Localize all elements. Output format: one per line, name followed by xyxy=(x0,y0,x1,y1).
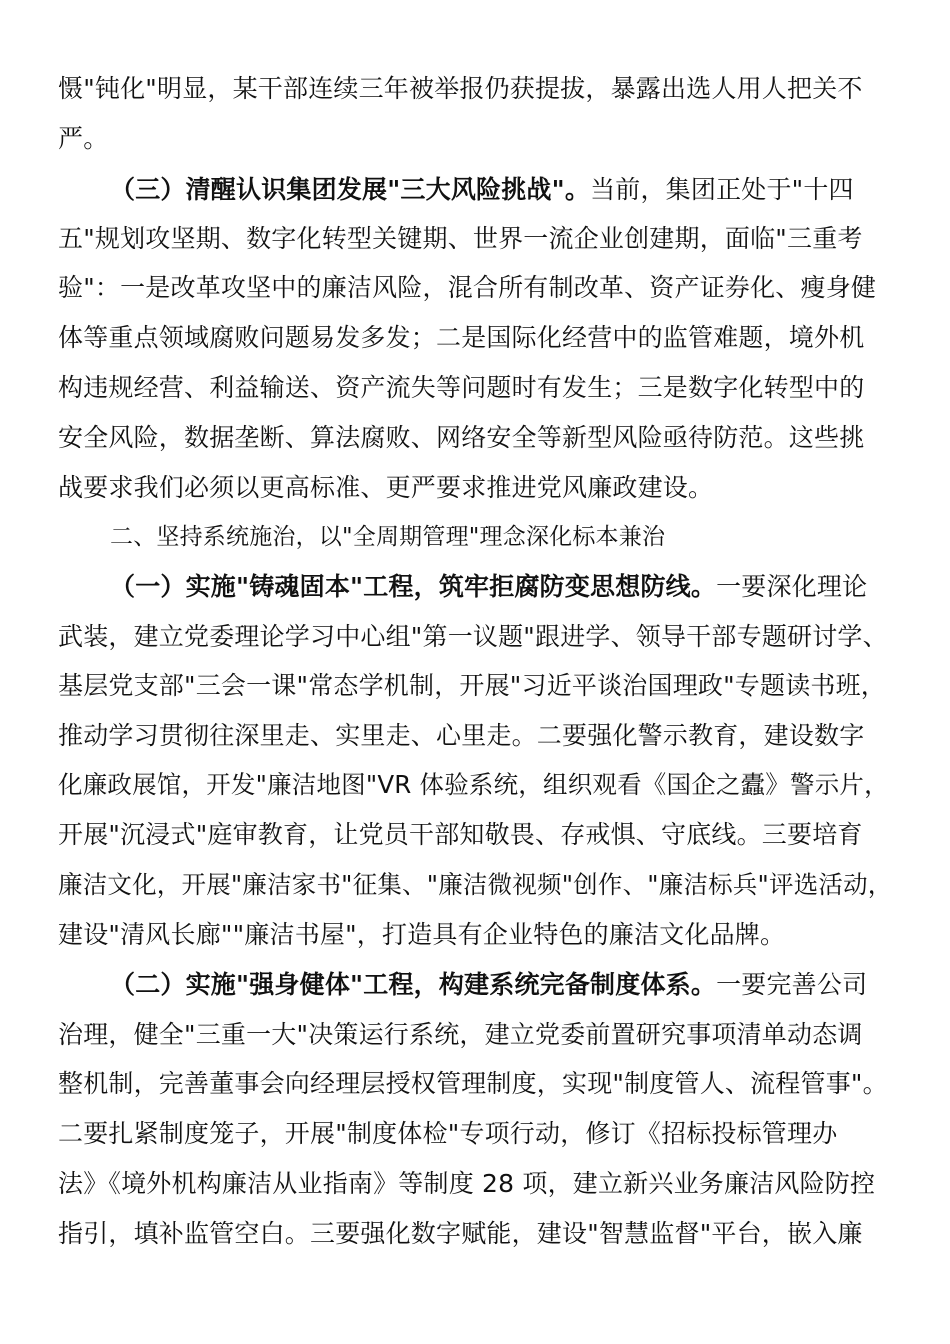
subsection-1-lead: 一要深化理论 xyxy=(716,572,868,601)
subsection-2-first-line xyxy=(110,968,867,1002)
text-line: 治理，健全"三重一大"决策运行系统，建立党委前置研究事项清单动态调 xyxy=(58,1020,863,1049)
text-line: 构违规经营、利益输送、资产流失等问题时有发生；三是数字化转型中的 xyxy=(58,373,865,402)
text-line: 安全风险，数据垄断、算法腐败、网络安全等新型风险亟待防范。这些挑 xyxy=(58,423,865,452)
subsection-2-lead: 一要完善公司 xyxy=(716,970,868,999)
text-line: 五"规划攻坚期、数字化转型关键期、世界一流企业创建期，面临"三重考 xyxy=(58,224,863,253)
text-line: 武装，建立党委理论学习中心组"第一议题"跟进学、领导干部专题研讨学、 xyxy=(58,622,888,651)
text-line: 慑"钝化"明显，某干部连续三年被举报仍获提拔，暴露出选人用人把关不 xyxy=(58,74,863,103)
section-2-heading: 二、坚持系统施治，以"全周期管理"理念深化标本兼治 xyxy=(110,524,666,550)
text-line: 体等重点领域腐败问题易发多发；二是国际化经营中的监管难题，境外机 xyxy=(58,323,865,352)
text-line: 指引，填补监管空白。三要强化数字赋能，建设"智慧监督"平台，嵌入廉 xyxy=(58,1219,863,1248)
text-line: 整机制，完善董事会向经理层授权管理制度，实现"制度管人、流程管事"。 xyxy=(58,1069,888,1098)
text-line: 化廉政展馆，开发"廉洁地图"VR 体验系统，组织观看《国企之蠹》警示片， xyxy=(58,770,889,799)
text-line: 建设"清风长廊""廉洁书屋"，打造具有企业特色的廉洁文化品牌。 xyxy=(58,920,786,949)
subsection-3-heading: （三）清醒认识集团发展"三大风险挑战"。 xyxy=(110,175,591,204)
text-line: 二要扎紧制度笼子，开展"制度体检"专项行动，修订《招标投标管理办 xyxy=(58,1119,838,1148)
text-line: 验"：一是改革攻坚中的廉洁风险，混合所有制改革、资产证券化、瘦身健 xyxy=(58,273,877,302)
subsection-3-lead: 当前，集团正处于"十四 xyxy=(590,175,854,204)
text-line: 基层党支部"三会一课"常态学机制，开展"习近平谈治国理政"专题读书班， xyxy=(58,671,886,700)
subsection-2-heading: （二）实施"强身健体"工程，构建系统完备制度体系。 xyxy=(110,970,717,999)
subsection-3-first-line xyxy=(110,173,854,207)
text-line: 廉洁文化，开展"廉洁家书"征集、"廉洁微视频"创作、"廉洁标兵"评选活动， xyxy=(58,870,893,899)
text-line: 战要求我们必须以更高标准、更严要求推进党风廉政建设。 xyxy=(58,473,714,502)
text-line: 严。 xyxy=(58,124,109,153)
text-line: 推动学习贯彻往深里走、实里走、心里走。二要强化警示教育，建设数字 xyxy=(58,721,865,750)
text-line: 法》《境外机构廉洁从业指南》等制度 28 项，建立新兴业务廉洁风险防控 xyxy=(58,1169,876,1198)
subsection-1-heading: （一）实施"铸魂固本"工程，筑牢拒腐防变思想防线。 xyxy=(110,572,717,601)
text-line: 开展"沉浸式"庭审教育，让党员干部知敬畏、存戒惧、守底线。三要培育 xyxy=(58,820,863,849)
subsection-1-first-line xyxy=(110,570,867,604)
